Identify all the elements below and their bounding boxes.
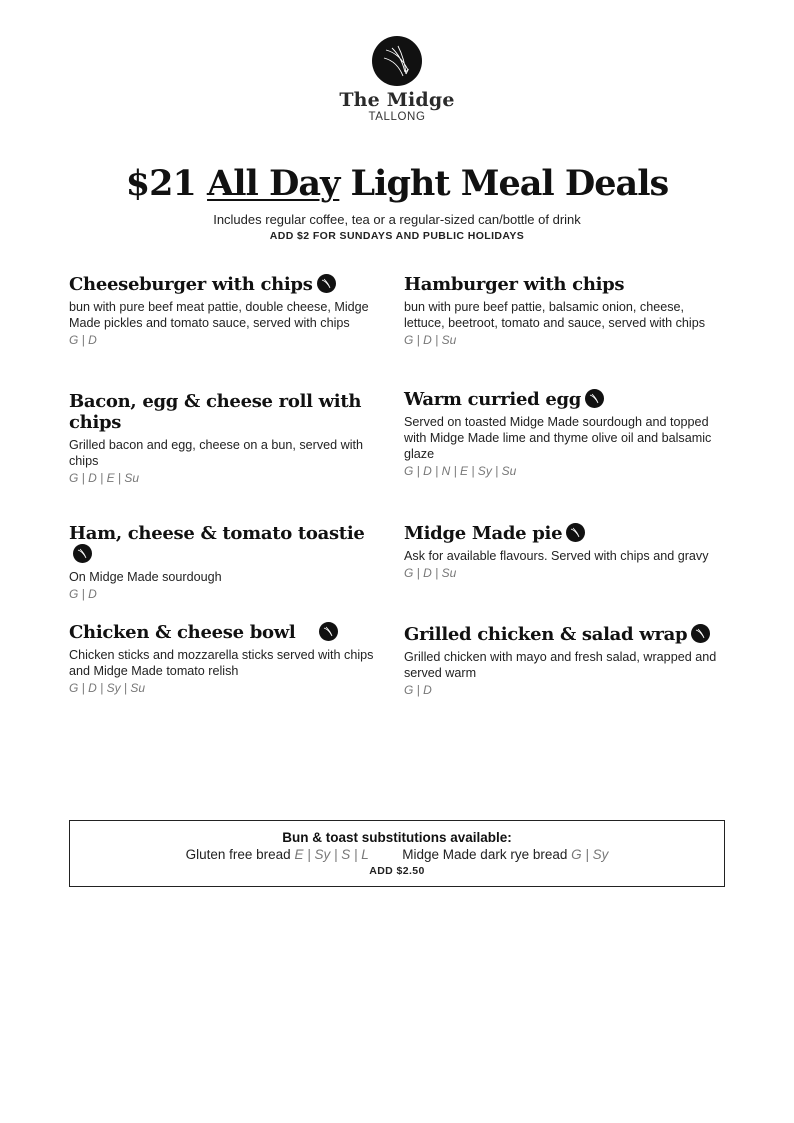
item-description: Ask for available flavours. Served with chips and gravy [404,549,709,563]
item-description: bun with pure beef meat pattie, double cheese, Midge Made pickles and tomato sauce, served with chips [69,300,369,330]
item-description: Grilled chicken with mayo and fresh salad, wrapped and served warm [404,650,717,680]
item-dietary-tags: G | D | N | E | Sy | Su [404,464,517,478]
page-title [0,163,794,204]
headline-rest: Light Meal Deals [350,163,669,204]
item-description: bun with pure beef pattie, balsamic onion, cheese, lettuce, beetroot, tomato and sauce, served with chips [404,300,706,330]
item-description: Chicken sticks and mozzarella sticks served with chips and Midge Made tomato relish [69,648,374,678]
item-dietary-tags: G | D | Sy | Su [69,681,146,695]
leaf-icon [585,389,604,408]
brand-location: TALLONG [368,111,426,123]
leaf-icon [691,624,710,643]
leaf-icon [73,544,92,563]
menu-item-bacon-egg-roll [69,391,387,485]
substitutions-price: ADD $2.50 [369,865,425,877]
menu-item-curried-egg [404,389,722,478]
substitutions-title: Bun & toast substitutions available: [282,830,512,845]
headline-price: $21 [125,163,196,204]
item-title: Midge Made pie [404,523,722,544]
headline-emphasis: All Day [207,163,340,204]
menu-item-chicken-cheese-bowl [69,622,387,695]
item-description: Served on toasted Midge Made sourdough and topped with Midge Made lime and thyme olive oil and balsamic glaze [404,415,712,461]
item-description: Grilled bacon and egg, cheese on a bun, served with chips [69,438,364,468]
logo-bird-icon [372,36,422,86]
menu-item-toastie [69,523,387,601]
item-title: Warm curried egg [404,389,722,410]
item-title: Grilled chicken & salad wrap [404,624,722,645]
item-dietary-tags: G | D | E | Su [69,471,140,485]
item-title: Ham, cheese & tomato toastie [69,523,387,565]
menu-item-chicken-wrap [404,624,722,697]
leaf-icon [319,622,338,641]
brand-logo [0,36,794,123]
substitutions-box [69,820,725,887]
brand-name: The Midge [339,89,455,111]
item-description: On Midge Made sourdough [69,570,222,584]
item-title: Cheeseburger with chips [69,274,387,295]
leaf-icon [566,523,585,542]
item-dietary-tags: G | D [404,683,432,697]
item-dietary-tags: G | D [69,333,97,347]
substitutions-options [70,847,724,862]
menu-item-hamburger [404,274,722,347]
dark-rye-tags: G | Sy [571,847,609,862]
includes-note: Includes regular coffee, tea or a regular-sized can/bottle of drink [213,212,581,227]
gluten-free-option: Gluten free bread [185,847,291,862]
item-title: Chicken & cheese bowl [69,622,387,643]
dark-rye-option: Midge Made dark rye bread [402,847,568,862]
item-dietary-tags: G | D | Su [404,566,457,580]
gluten-free-tags: E | Sy | S | L [294,847,369,862]
menu-item-cheeseburger [69,274,387,347]
leaf-icon [317,274,336,293]
surcharge-note: ADD $2 FOR SUNDAYS AND PUBLIC HOLIDAYS [269,230,525,242]
item-title: Hamburger with chips [404,274,625,295]
item-title: Bacon, egg & cheese roll with chips [69,391,362,433]
item-dietary-tags: G | D [69,587,97,601]
menu-item-pie [404,523,722,580]
item-dietary-tags: G | D | Su [404,333,457,347]
